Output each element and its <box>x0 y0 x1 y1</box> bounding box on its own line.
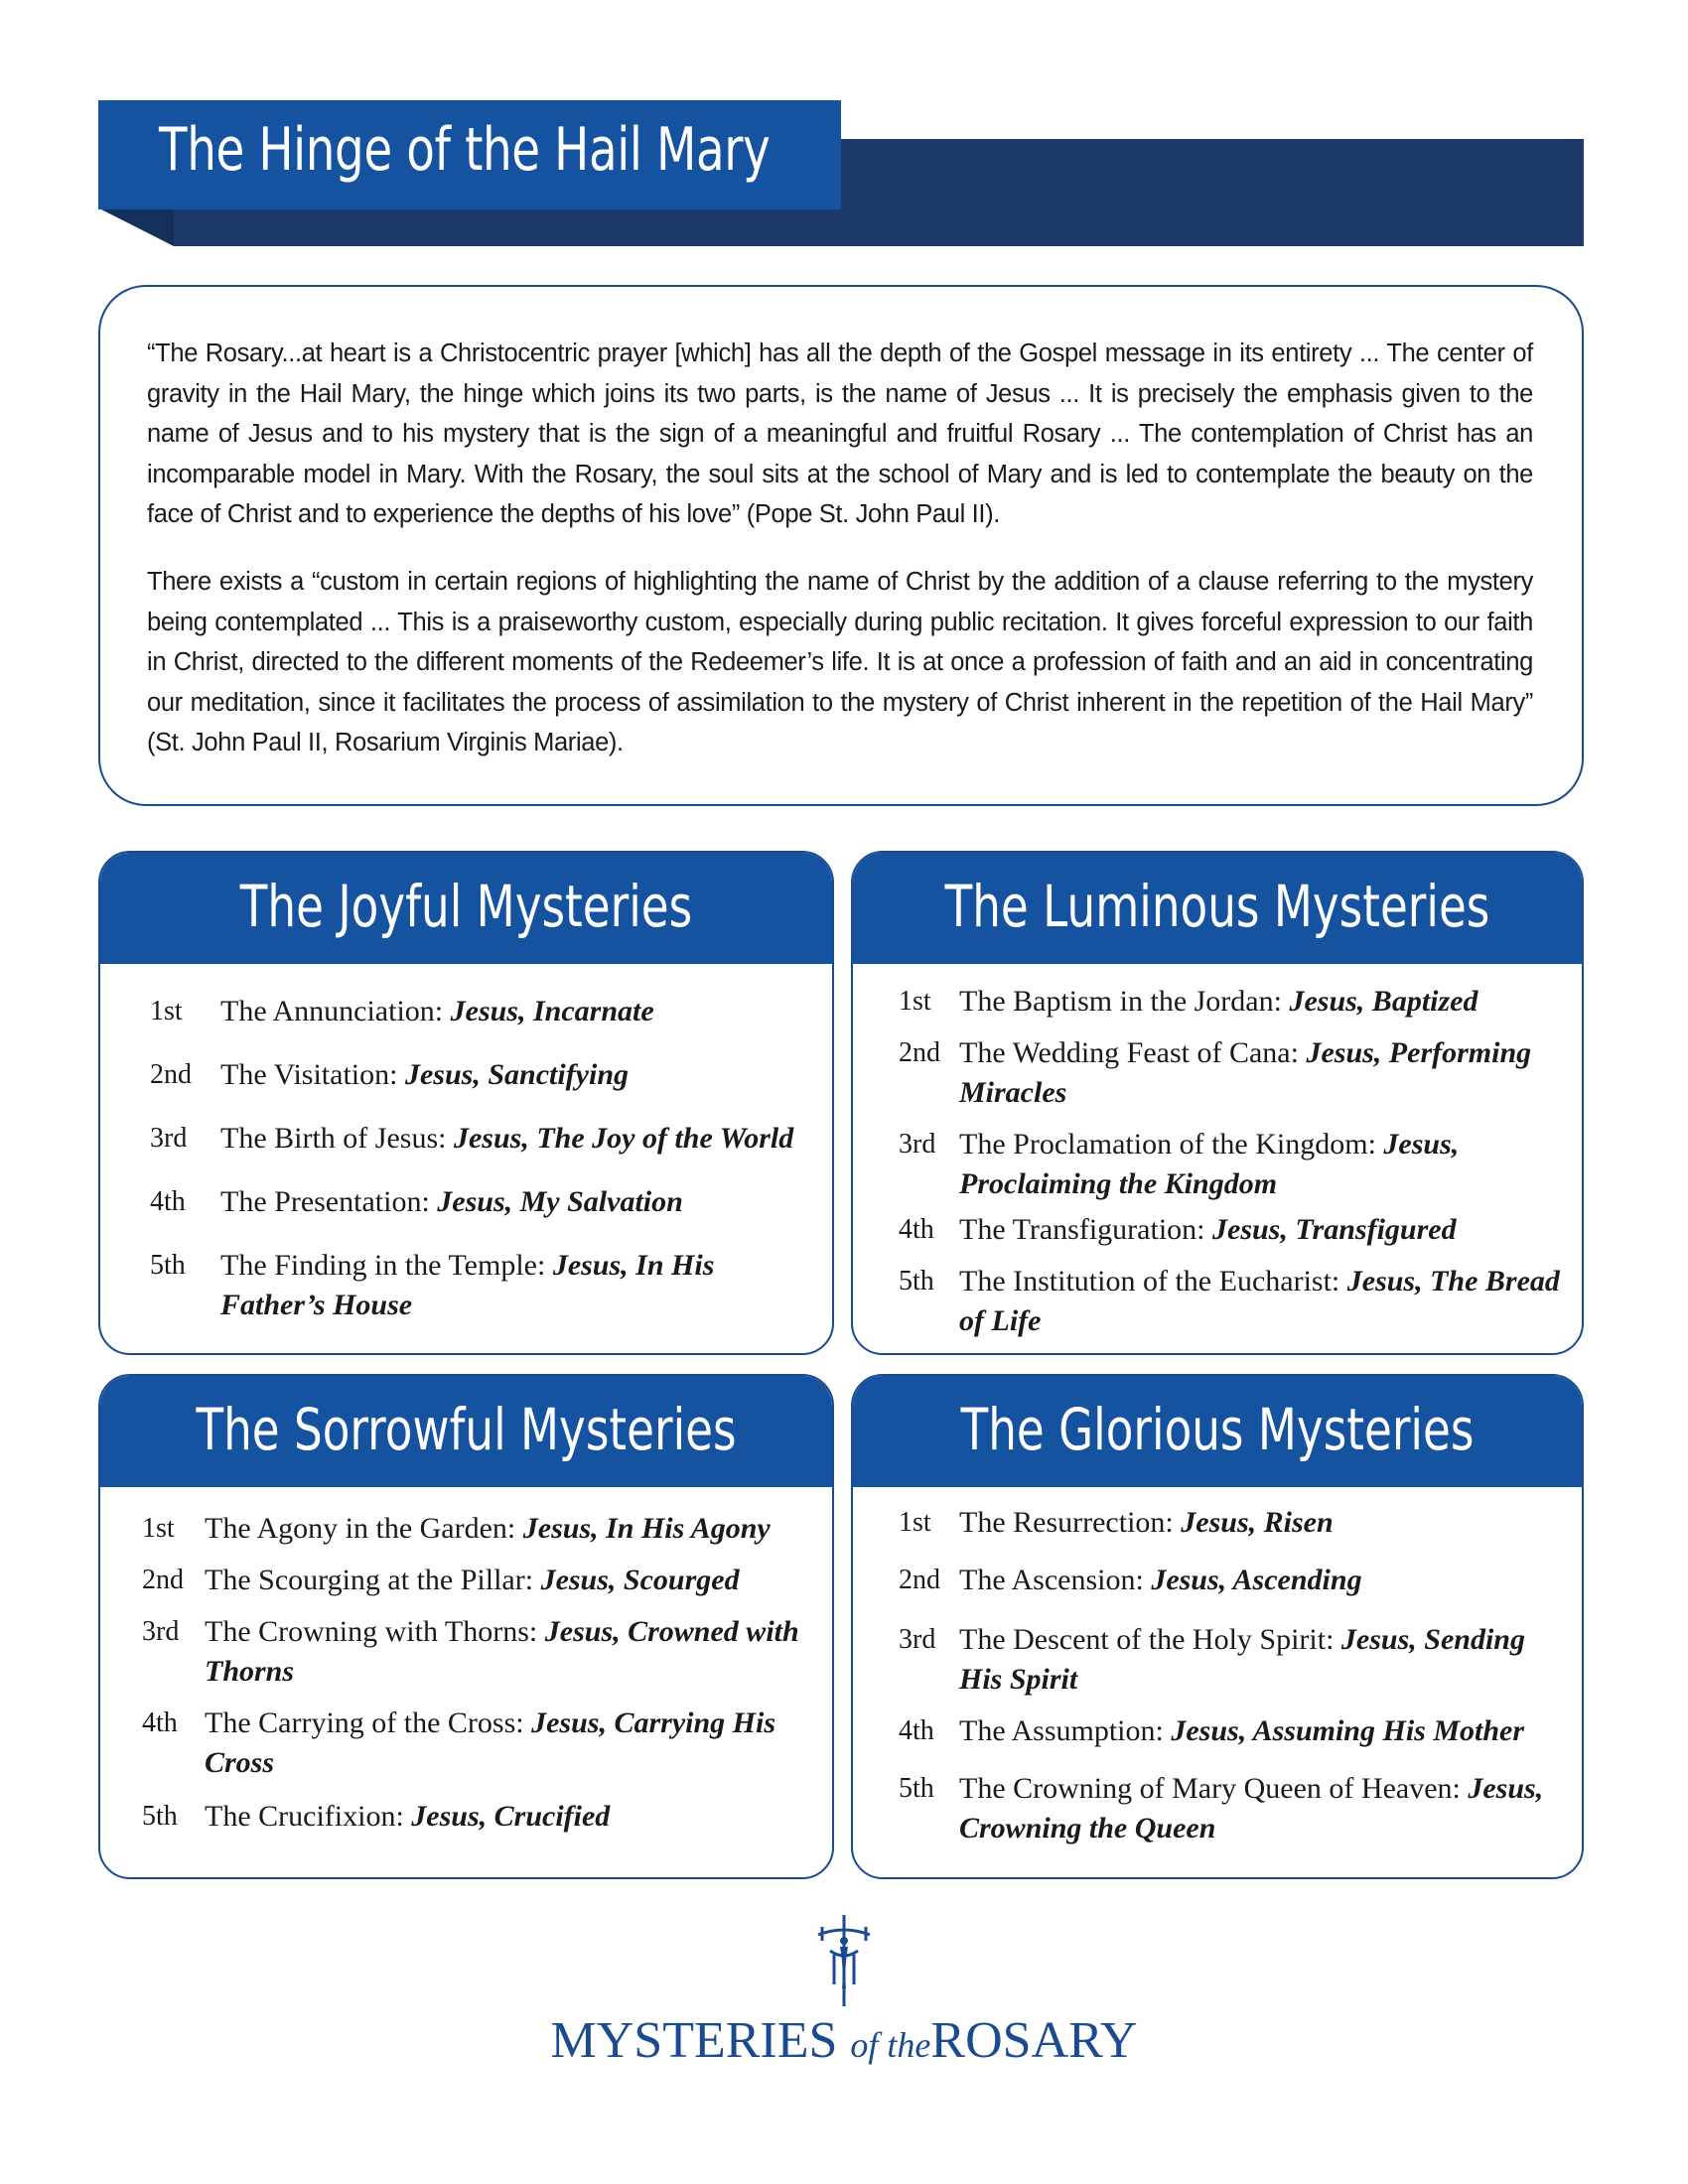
mystery-clause: Jesus, Risen <box>1181 1506 1334 1539</box>
mystery-clause: Jesus, Baptized <box>1289 985 1478 1018</box>
mystery-event: The Wedding Feast of Cana: <box>959 1036 1307 1069</box>
ordinal: 4th <box>899 1214 934 1245</box>
mystery-event: The Scourging at the Pillar: <box>205 1564 541 1596</box>
item-text <box>205 1797 814 1837</box>
ordinal: 3rd <box>142 1616 180 1647</box>
mystery-clause: Jesus, Crowning the Queen <box>959 1772 1544 1844</box>
ordinal: 4th <box>150 1186 186 1217</box>
mystery-event: The Crucifixion: <box>205 1800 412 1833</box>
mystery-clause: Jesus, Assuming His Mother <box>1171 1714 1525 1747</box>
ordinal: 5th <box>899 1266 934 1297</box>
mystery-clause: Jesus, In His Father’s House <box>220 1249 715 1321</box>
logo-wordmark <box>0 2011 1688 2070</box>
mystery-clause: Jesus, Performing Miracles <box>959 1036 1532 1109</box>
card-header <box>853 853 1582 964</box>
logo-word-rosary: ROSARY <box>930 2012 1138 2069</box>
mystery-clause: Jesus, Proclaiming the Kingdom <box>959 1128 1460 1200</box>
ordinal: 3rd <box>899 1129 936 1160</box>
mystery-clause: Jesus, The Joy of the World <box>453 1122 794 1155</box>
mystery-clause: Jesus, Ascending <box>1151 1564 1362 1596</box>
item-text <box>220 1182 814 1222</box>
card-title: The Luminous Mysteries <box>944 873 1490 940</box>
card-title: The Joyful Mysteries <box>239 873 693 940</box>
item-text <box>205 1704 814 1783</box>
mystery-event: The Transfiguration: <box>959 1213 1212 1246</box>
ordinal: 5th <box>142 1801 178 1832</box>
mystery-event: The Baptism in the Jordan: <box>959 985 1290 1018</box>
item-text <box>959 1711 1564 1751</box>
mystery-clause: Jesus, Crucified <box>411 1800 611 1833</box>
mystery-clause: Jesus, Crowned with Thorns <box>205 1615 799 1688</box>
mystery-event: The Crowning with Thorns: <box>205 1615 545 1648</box>
item-text <box>959 982 1564 1022</box>
mystery-event: The Resurrection: <box>959 1506 1182 1539</box>
mystery-event: The Descent of the Holy Spirit: <box>959 1623 1341 1656</box>
card-header <box>100 853 832 964</box>
ordinal: 2nd <box>142 1565 184 1595</box>
ordinal: 2nd <box>899 1037 940 1068</box>
ordinal: 2nd <box>899 1565 940 1595</box>
mystery-clause: Jesus, The Bread of Life <box>959 1265 1560 1337</box>
ordinal: 1st <box>142 1513 175 1544</box>
page-title: The Hinge of the Hail Mary <box>159 115 771 185</box>
mystery-clause: Jesus, In His Agony <box>522 1512 771 1545</box>
quote-paragraph-2: There exists a “custom in certain regions of highlighting the name of Christ by the addition of a clause referring to the mystery being contemplated ... This is a praiseworthy custom, especially during public recitation. It gives forceful expression to our faith in Christ, directed to the different moments of the Redeemer’s life. It is at once a profession of faith and an aid in concentrating our meditation, since it facilitates the process of assimilation to the mystery of Christ inherent in the repetition of the Hail Mary” (St. John Paul II, Rosarium Virginis Mariae). <box>147 568 1533 756</box>
item-text <box>220 1246 814 1325</box>
item-text <box>959 1033 1564 1113</box>
ordinal: 4th <box>899 1715 934 1746</box>
item-text <box>959 1210 1564 1250</box>
mystery-event: The Institution of the Eucharist: <box>959 1265 1347 1297</box>
ordinal: 3rd <box>150 1123 188 1154</box>
joyful-mysteries-card <box>98 851 834 1355</box>
mystery-event: The Crowning of Mary Queen of Heaven: <box>959 1772 1469 1805</box>
mystery-event: The Carrying of the Cross: <box>205 1706 532 1739</box>
item-text <box>220 1119 814 1159</box>
mystery-clause: Jesus, Sanctifying <box>404 1058 629 1091</box>
ordinal: 3rd <box>899 1624 936 1655</box>
mystery-clause: Jesus, Incarnate <box>450 995 654 1027</box>
glorious-mysteries-card <box>851 1374 1584 1879</box>
mystery-event: The Assumption: <box>959 1714 1172 1747</box>
card-title: The Sorrowful Mysteries <box>196 1396 737 1463</box>
quote-paragraph-1: “The Rosary...at heart is a Christocentric prayer [which] has all the depth of the Gospel message in its entirety ... The center of gravity in the Hail Mary, the hinge which joins its two parts, is the name of Jesus ... It is precisely the emphasis given to the name of Jesus and to his mystery that is the sign of a meaningful and fruitful Rosary ... The contemplation of Christ has an incomparable model in Mary. With the Rosary, the soul sits at the school of Mary and is led to contemplate the beauty on the face of Christ and to experience the depths of his love” (Pope St. John Paul II). <box>147 340 1533 528</box>
item-text <box>959 1125 1564 1204</box>
card-title: The Glorious Mysteries <box>960 1396 1475 1463</box>
item-text <box>205 1561 814 1600</box>
card-header <box>100 1376 832 1487</box>
logo-word-mysteries: MYSTERIES <box>550 2012 838 2069</box>
item-text <box>959 1561 1564 1600</box>
mystery-clause: Jesus, My Salvation <box>437 1185 683 1218</box>
item-text <box>220 1055 814 1095</box>
ordinal: 2nd <box>150 1059 192 1090</box>
item-text <box>959 1503 1564 1543</box>
item-text <box>205 1612 814 1692</box>
luminous-mysteries-card <box>851 851 1584 1355</box>
ordinal: 1st <box>899 1507 931 1538</box>
ordinal: 1st <box>899 986 931 1017</box>
mystery-event: The Birth of Jesus: <box>220 1122 454 1155</box>
mystery-event: The Presentation: <box>220 1185 438 1218</box>
mystery-clause: Jesus, Sending His Spirit <box>959 1623 1525 1696</box>
card-header <box>853 1376 1582 1487</box>
ordinal: 1st <box>150 996 183 1026</box>
ordinal: 5th <box>899 1773 934 1804</box>
mystery-event: The Visitation: <box>220 1058 405 1091</box>
mystery-event: The Agony in the Garden: <box>205 1512 523 1545</box>
mystery-event: The Ascension: <box>959 1564 1152 1596</box>
mystery-clause: Jesus, Carrying His Cross <box>205 1706 775 1779</box>
ordinal: 4th <box>142 1707 178 1738</box>
banner-fold <box>99 208 174 246</box>
sorrowful-mysteries-card <box>98 1374 834 1879</box>
ordinal: 5th <box>150 1250 186 1281</box>
crucifix-icon <box>812 1911 876 2010</box>
mystery-event: The Annunciation: <box>220 995 451 1027</box>
mystery-clause: Jesus, Scourged <box>540 1564 740 1596</box>
mystery-clause: Jesus, Transfigured <box>1212 1213 1457 1246</box>
item-text <box>220 992 814 1031</box>
item-text <box>959 1262 1564 1341</box>
item-text <box>205 1509 814 1549</box>
item-text <box>959 1620 1564 1700</box>
mystery-event: The Proclamation of the Kingdom: <box>959 1128 1384 1160</box>
mystery-event: The Finding in the Temple: <box>220 1249 553 1282</box>
logo-word-of-the: of the <box>850 2025 931 2065</box>
item-text <box>959 1769 1564 1848</box>
